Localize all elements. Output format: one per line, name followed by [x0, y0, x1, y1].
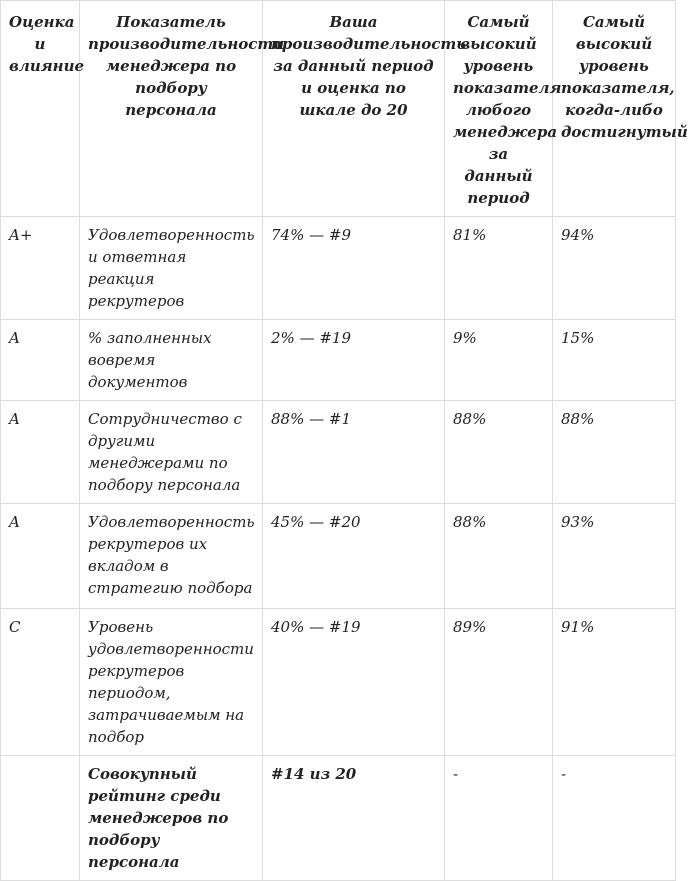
cell-highest-ever: -	[553, 756, 676, 881]
cell-your-performance: #14 из 20	[263, 756, 445, 881]
table-row-total	[1, 756, 676, 881]
header-indicator: Показатель производительности менеджера по подбору персонала	[80, 1, 263, 217]
cell-rating: A	[1, 504, 80, 609]
cell-highest-period: 81%	[445, 217, 553, 320]
cell-highest-ever: 93%	[553, 504, 676, 609]
header-highest-ever: Самый высокий уровень показателя, когда-либо достигнутый	[553, 1, 676, 217]
cell-indicator: % заполненных вовремя документов	[80, 320, 263, 401]
table-row	[1, 401, 676, 504]
header-your-performance: Ваша производительность за данный период и оценка по шкале до 20	[263, 1, 445, 217]
table-row	[1, 609, 676, 756]
header-rating: Оценка и влияние	[1, 1, 80, 217]
cell-rating: A+	[1, 217, 80, 320]
cell-your-performance: 40% — #19	[263, 609, 445, 756]
table-row	[1, 217, 676, 320]
cell-highest-period: 88%	[445, 504, 553, 609]
cell-rating: A	[1, 320, 80, 401]
table-row	[1, 504, 676, 609]
cell-rating: A	[1, 401, 80, 504]
cell-highest-ever: 91%	[553, 609, 676, 756]
cell-indicator: Уровень удовлетворенности рекрутеров периодом, затрачиваемым на подбор	[80, 609, 263, 756]
cell-your-performance: 88% — #1	[263, 401, 445, 504]
cell-indicator: Сотрудничество с другими менеджерами по подбору персонала	[80, 401, 263, 504]
cell-highest-period: 88%	[445, 401, 553, 504]
cell-indicator: Удовлетворенность рекрутеров их вкладом в стратегию подбора	[80, 504, 263, 609]
cell-your-performance: 2% — #19	[263, 320, 445, 401]
cell-your-performance: 45% — #20	[263, 504, 445, 609]
cell-rating	[1, 756, 80, 881]
header-highest-period: Самый высокий уровень показателя любого менеджера за данный период	[445, 1, 553, 217]
cell-highest-period: -	[445, 756, 553, 881]
table-row	[1, 320, 676, 401]
cell-indicator: Совокупный рейтинг среди менеджеров по подбору персонала	[80, 756, 263, 881]
cell-highest-period: 89%	[445, 609, 553, 756]
cell-highest-period: 9%	[445, 320, 553, 401]
cell-your-performance: 74% — #9	[263, 217, 445, 320]
cell-highest-ever: 94%	[553, 217, 676, 320]
cell-indicator: Удовлетворенность и ответная реакция рекрутеров	[80, 217, 263, 320]
cell-highest-ever: 15%	[553, 320, 676, 401]
header-row	[1, 1, 676, 217]
cell-highest-ever: 88%	[553, 401, 676, 504]
cell-rating: C	[1, 609, 80, 756]
